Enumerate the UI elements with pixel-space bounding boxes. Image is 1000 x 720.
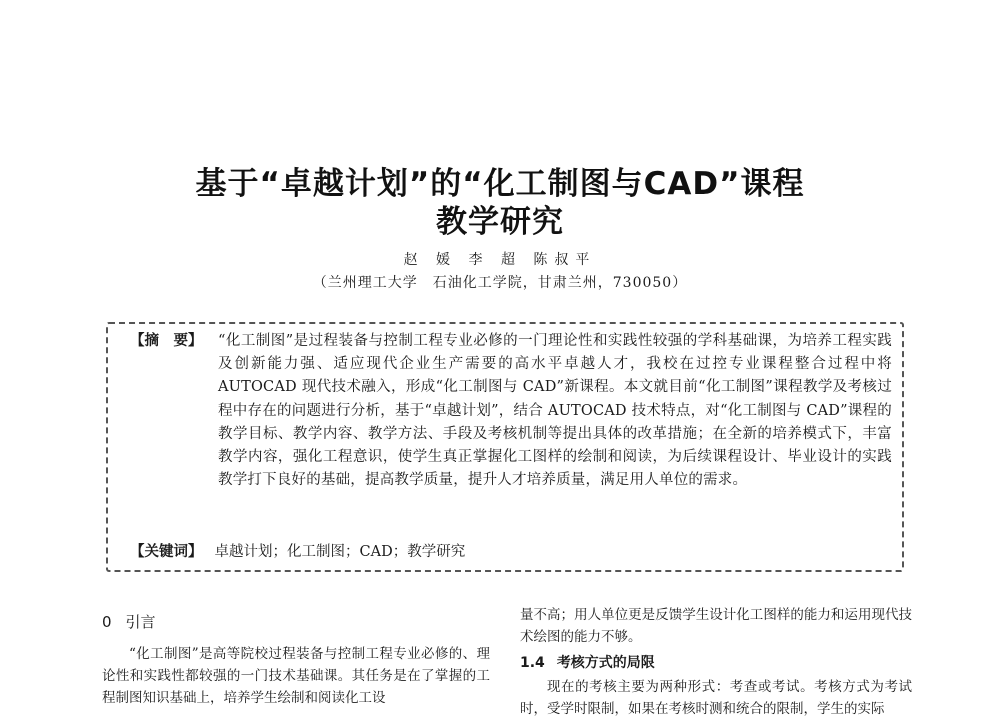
subsection-title: 考核方式的局限 [556,655,655,671]
authors: 赵 媛 李 超 陈叔平 [403,252,597,268]
section-number: 0 [102,613,112,631]
subsection-number: 1.4 [520,655,545,671]
paper-title-line-1: 基于“卓越计划”的“化工制图与CAD”课程 [195,166,805,202]
left-column [102,611,490,709]
assessment-paragraph: 现在的考核主要为两种形式：考查或考试。考核方式为考试时，受学时限制，如果在考核时测和统合的限制，学生的实际 [520,679,912,717]
affiliation: （兰州理工大学 石油化工学院，甘肃兰州，730050） [312,275,688,291]
section-heading-intro [102,611,490,633]
abstract-label: 【摘 要】 [130,333,203,349]
keywords-text: 卓越计划；化工制图；CAD；教学研究 [214,544,466,560]
keywords [130,540,465,561]
right-column [520,604,912,720]
continued-paragraph: 量不高；用人单位更是反馈学生设计化工图样的能力和运用现代技术绘图的能力不够。 [520,607,912,645]
abstract-text: “化工制图”是过程装备与控制工程专业必修的一门理论性和实践性较强的学科基础课，为培养工程实践及创新能力强、适应现代企业生产需要的高水平卓越人才，我校在过控专业课程整合过程中将 AUTOCAD 现代技术融入，形成“化工制图与 CAD”新课程。本文就目前“化工制图”课程教学及考核过程中存在的问题进行分析，基于“卓越计划”，结合 AUTOCAD 技术特点，对“化工制图与 CAD”课程的教学目标、教学内容、教学方法、手段及考核机制等提出具体的改革措施；在全新的培养模式下，丰富教学内容，强化工程意识，使学生真正掌握化工图样的绘制和阅读，为后续课程设计、毕业设计的实践教学打下良好的基础，提高教学质量，提升人才培养质量，满足用人单位的需求。 [218,333,892,489]
paper-title-line-2: 教学研究 [436,204,564,240]
intro-paragraph: “化工制图”是高等院校过程装备与控制工程专业必修的、理论性和实践性都较强的一门技术基础课。其任务是在了掌握的工程制图知识基础上，培养学生绘制和阅读化工设 [102,646,490,706]
abstract [130,330,892,492]
keywords-label: 【关键词】 [130,544,203,560]
subsection-heading [520,652,912,674]
section-title: 引言 [125,613,156,631]
